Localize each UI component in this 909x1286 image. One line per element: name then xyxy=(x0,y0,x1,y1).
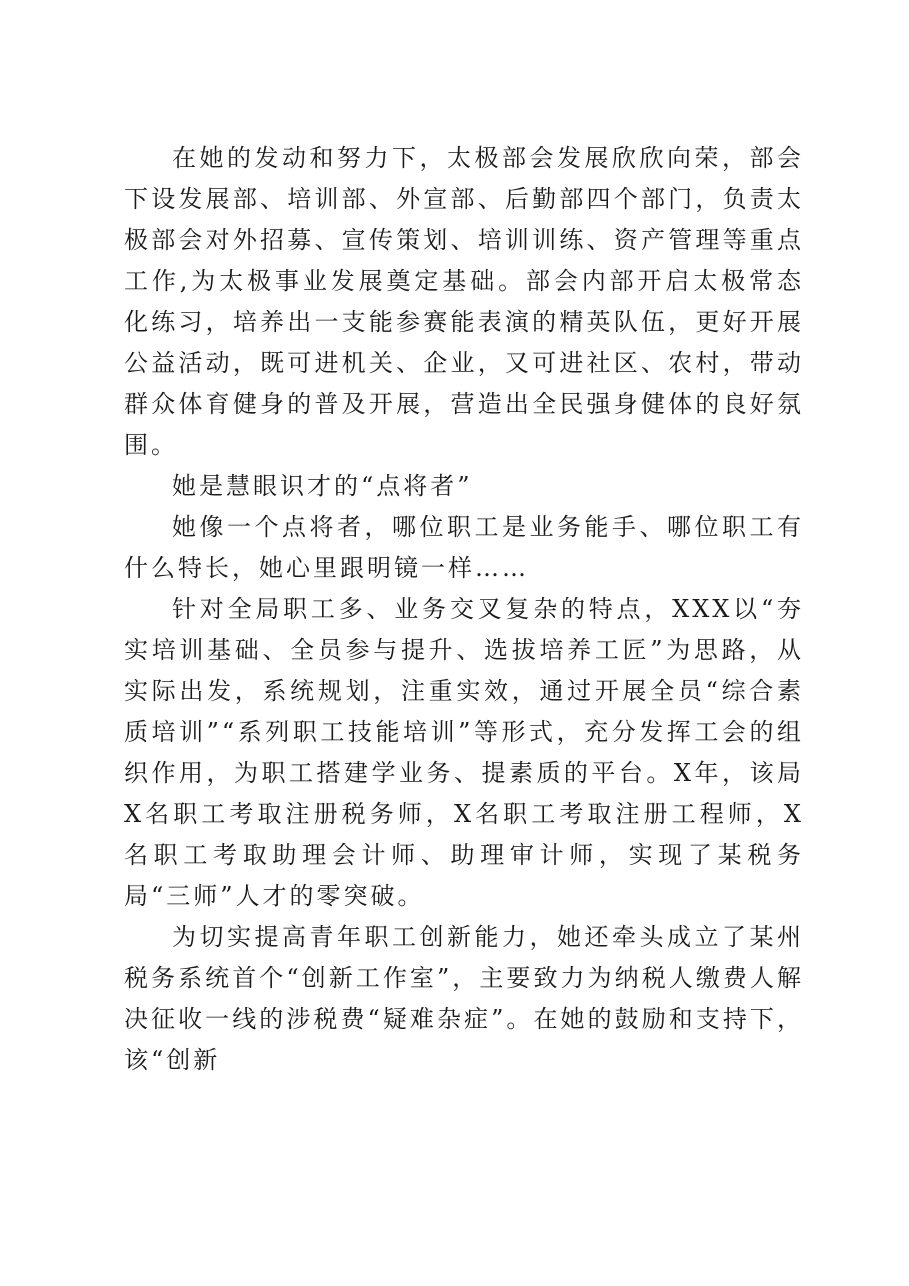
section-heading: 她是慧眼识才的“点将者” xyxy=(172,472,473,500)
paragraph-taiji-development: 在她的发动和努力下，太极部会发展欣欣向荣，部会下设发展部、培训部、外宣部、后勤部四个部门，负责太极部会对外招募、宣传策划、培训训练、资产管理等重点工作,为太极事业发展奠定基础。部会内部开启太极常态化练习，培养出一支能参赛能表演的精英队伍，更好开展公益活动，既可进机关、企业，又可进社区、农村，带动群众体育健身的普及开展，营造出全民强身健体的良好氛围。 xyxy=(124,144,804,459)
paragraph-innovation-studio: 为切实提高青年职工创新能力，她还牵头成立了某州税务系统首个“创新工作室”，主要致力为纳税人缴费人解决征收一线的涉税费“疑难杂症”。在她的鼓励和支持下，该“创新 xyxy=(124,923,804,1074)
body-text xyxy=(124,138,804,1081)
paragraph-training: 针对全局职工多、业务交叉复杂的特点，XXX以“夯实培训基础、全员参与提升、选拔培养工匠”为思路，从实际出发，系统规划，注重实效，通过开展全员“综合素质培训”“系列职工技能培训”等形式，充分发挥工会的组织作用，为职工搭建学业务、提素质的平台。X年，该局X名职工考取注册税务师，X名职工考取注册工程师，X名职工考取助理会计师、助理审计师，实现了某税务局“三师”人才的零突破。 xyxy=(124,595,804,910)
paragraph-talent-spotter: 她像一个点将者，哪位职工是业务能手、哪位职工有什么特长，她心里跟明镜一样…… xyxy=(124,513,804,582)
